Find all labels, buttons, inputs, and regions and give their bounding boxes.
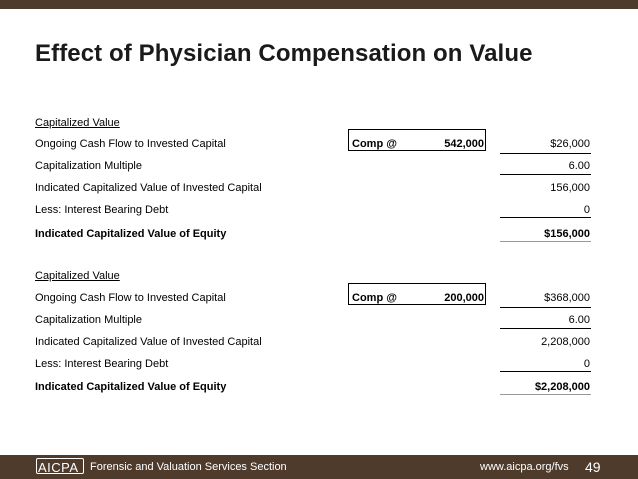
cash-flow-value: $26,000 [550, 138, 590, 150]
top-bar [0, 0, 638, 9]
comp-label: Comp @ [352, 138, 397, 150]
slide-title: Effect of Physician Compensation on Value [35, 40, 533, 67]
footer-section-name: Forensic and Valuation Services Section [90, 461, 287, 473]
underline-rule [500, 307, 591, 308]
equity-label: Indicated Capitalized Value of Equity [35, 228, 227, 240]
comp-label: Comp @ [352, 292, 397, 304]
equity-value: $2,208,000 [534, 381, 590, 393]
underline-rule [500, 328, 591, 329]
underline-rule [500, 174, 591, 175]
indicated-ic-value: 2,208,000 [541, 336, 590, 348]
footer-bar [0, 455, 638, 479]
indicated-ic-label: Indicated Capitalized Value of Invested Capital [35, 336, 262, 348]
aicpa-logo-text: AICPA [38, 460, 79, 475]
page-number: 49 [585, 459, 601, 475]
cash-flow-label: Ongoing Cash Flow to Invested Capital [35, 138, 226, 150]
underline-rule [500, 394, 591, 395]
debt-value: 0 [583, 204, 590, 216]
debt-label: Less: Interest Bearing Debt [35, 358, 169, 370]
section-header: Capitalized Value [35, 270, 120, 282]
section-header: Capitalized Value [35, 117, 120, 129]
underline-rule [500, 371, 591, 372]
cash-flow-value: $368,000 [544, 292, 590, 304]
multiple-label: Capitalization Multiple [35, 314, 142, 326]
indicated-ic-label: Indicated Capitalized Value of Invested Capital [35, 182, 262, 194]
multiple-value: 6.00 [568, 314, 590, 326]
multiple-label: Capitalization Multiple [35, 160, 142, 172]
footer-url[interactable]: www.aicpa.org/fvs [480, 461, 569, 473]
indicated-ic-value: 156,000 [550, 182, 590, 194]
debt-label: Less: Interest Bearing Debt [35, 204, 169, 216]
underline-rule [500, 217, 591, 218]
multiple-value: 6.00 [568, 160, 590, 172]
debt-value: 0 [583, 358, 590, 370]
equity-label: Indicated Capitalized Value of Equity [35, 381, 227, 393]
underline-rule [500, 241, 591, 242]
underline-rule [500, 153, 591, 154]
cash-flow-label: Ongoing Cash Flow to Invested Capital [35, 292, 226, 304]
comp-value: 542,000 [444, 138, 484, 150]
comp-value: 200,000 [444, 292, 484, 304]
equity-value: $156,000 [544, 228, 590, 240]
